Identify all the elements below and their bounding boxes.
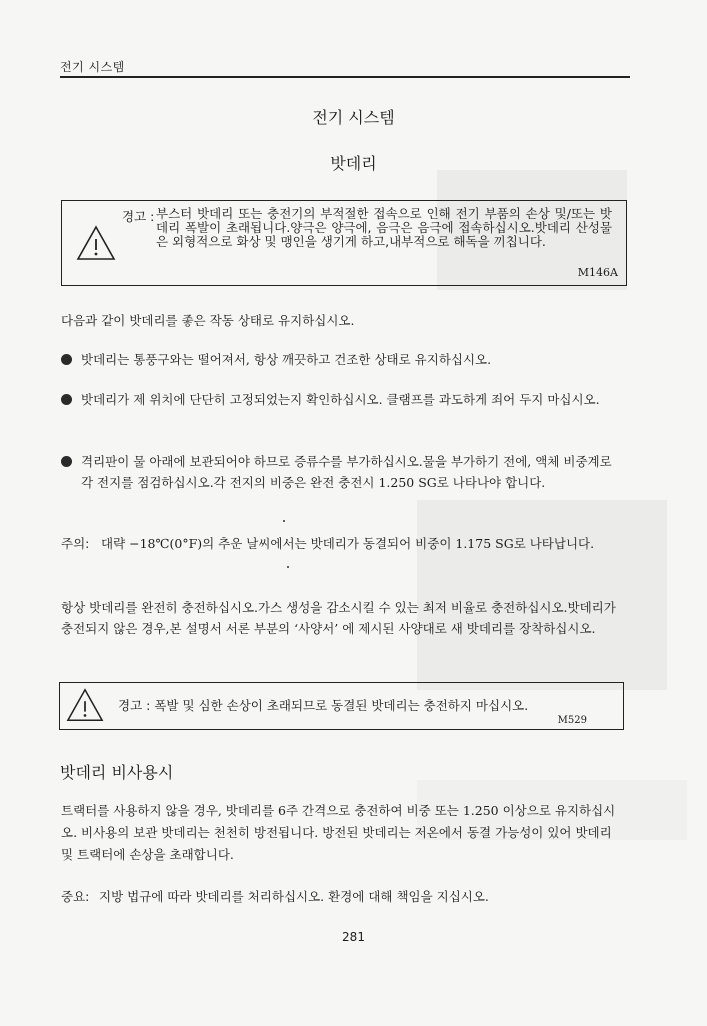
warning-label: 경고 : <box>122 209 155 224</box>
section-title: 밧데리 <box>330 154 377 173</box>
scan-speck <box>287 566 289 568</box>
warning-triangle-icon <box>66 687 104 723</box>
important-label: 중요: <box>61 889 90 904</box>
important-paragraph <box>61 886 617 907</box>
list-item <box>61 349 617 370</box>
bullet-icon <box>61 394 72 405</box>
list-item-text: 격리판이 물 아래에 보관되어야 하므로 증류수를 부가하십시오.물을 부가하기 전에, 액체 비중계로 각 전지를 점검하십시오.각 전지의 비중은 완전 충전시 1.250 SG로 나타나야 합니다. <box>81 454 612 490</box>
note-paragraph <box>61 533 617 554</box>
chapter-title: 전기 시스템 <box>312 108 395 127</box>
charge-paragraph: 항상 밧데리를 완전히 충전하십시오.가스 생성을 감소시킬 수 있는 최저 비율로 충전하십시오.밧데리가 충전되지 않은 경우,본 설명서 서론 부분의 ‘사양서’ 에 제시된 사양대로 새 밧데리를 장착하십시오. <box>61 600 616 636</box>
note-text: 대략 −18℃(0°F)의 추운 날씨에서는 밧데리가 동결되어 비중이 1.175 SG로 나타납니다. <box>101 536 595 551</box>
header-rule <box>60 76 630 78</box>
warning-triangle-icon <box>76 225 116 261</box>
list-item <box>61 389 617 410</box>
note-label: 주의: <box>61 536 90 551</box>
bullet-icon <box>61 456 72 467</box>
important-text: 지방 법규에 따라 밧데리를 처리하십시오. 환경에 대해 책임을 지십시오. <box>99 889 489 904</box>
warning-code: M529 <box>557 715 587 726</box>
running-header: 전기 시스템 <box>60 60 125 74</box>
bullet-icon <box>61 354 72 365</box>
scan-speck <box>283 520 285 522</box>
warning-text: 부스터 밧데리 또는 충전기의 부적절한 접속으로 인해 전기 부품의 손상 및/또는 밧데리 폭발이 초래됩니다.양극은 양극에, 음극은 음극에 접속하십시오.밧데리 산성물은 외형적으로 화상 및 맹인을 생기게 하고,내부적으로 해독을 끼칩니다. <box>156 206 612 249</box>
list-item-text: 밧데리가 제 위치에 단단히 고정되었는지 확인하십시오. 클램프를 과도하게 죄어 두지 마십시오. <box>81 392 600 407</box>
storage-heading: 밧데리 비사용시 <box>60 763 174 782</box>
page-number: 281 <box>342 930 365 944</box>
warning-body: 폭발 및 심한 손상이 초래되므로 동결된 밧데리는 충전하지 마십시오. <box>154 698 529 713</box>
warning-box <box>61 200 627 286</box>
intro-paragraph: 다음과 같이 밧데리를 좋은 작동 상태로 유지하십시오. <box>61 313 355 328</box>
warning-label: 경고 : <box>118 698 151 713</box>
storage-paragraph: 트랙터를 사용하지 않을 경우, 밧데리를 6주 간격으로 충전하여 비중 또는 1.250 이상으로 유지하십시오. 비사용의 보관 밧데리는 천천히 방전됩니다. 방전된 밧데리는 저온에서 동결 가능성이 있어 밧데리 및 트랙터에 손상을 초래합니다. <box>61 803 616 862</box>
warning-text <box>118 696 528 714</box>
warning-code: M146A <box>577 266 618 279</box>
list-item <box>61 451 617 493</box>
warning-box-freeze <box>59 682 624 730</box>
list-item-text: 밧데리는 통풍구와는 떨어져서, 항상 깨끗하고 건조한 상태로 유지하십시오. <box>81 352 492 367</box>
